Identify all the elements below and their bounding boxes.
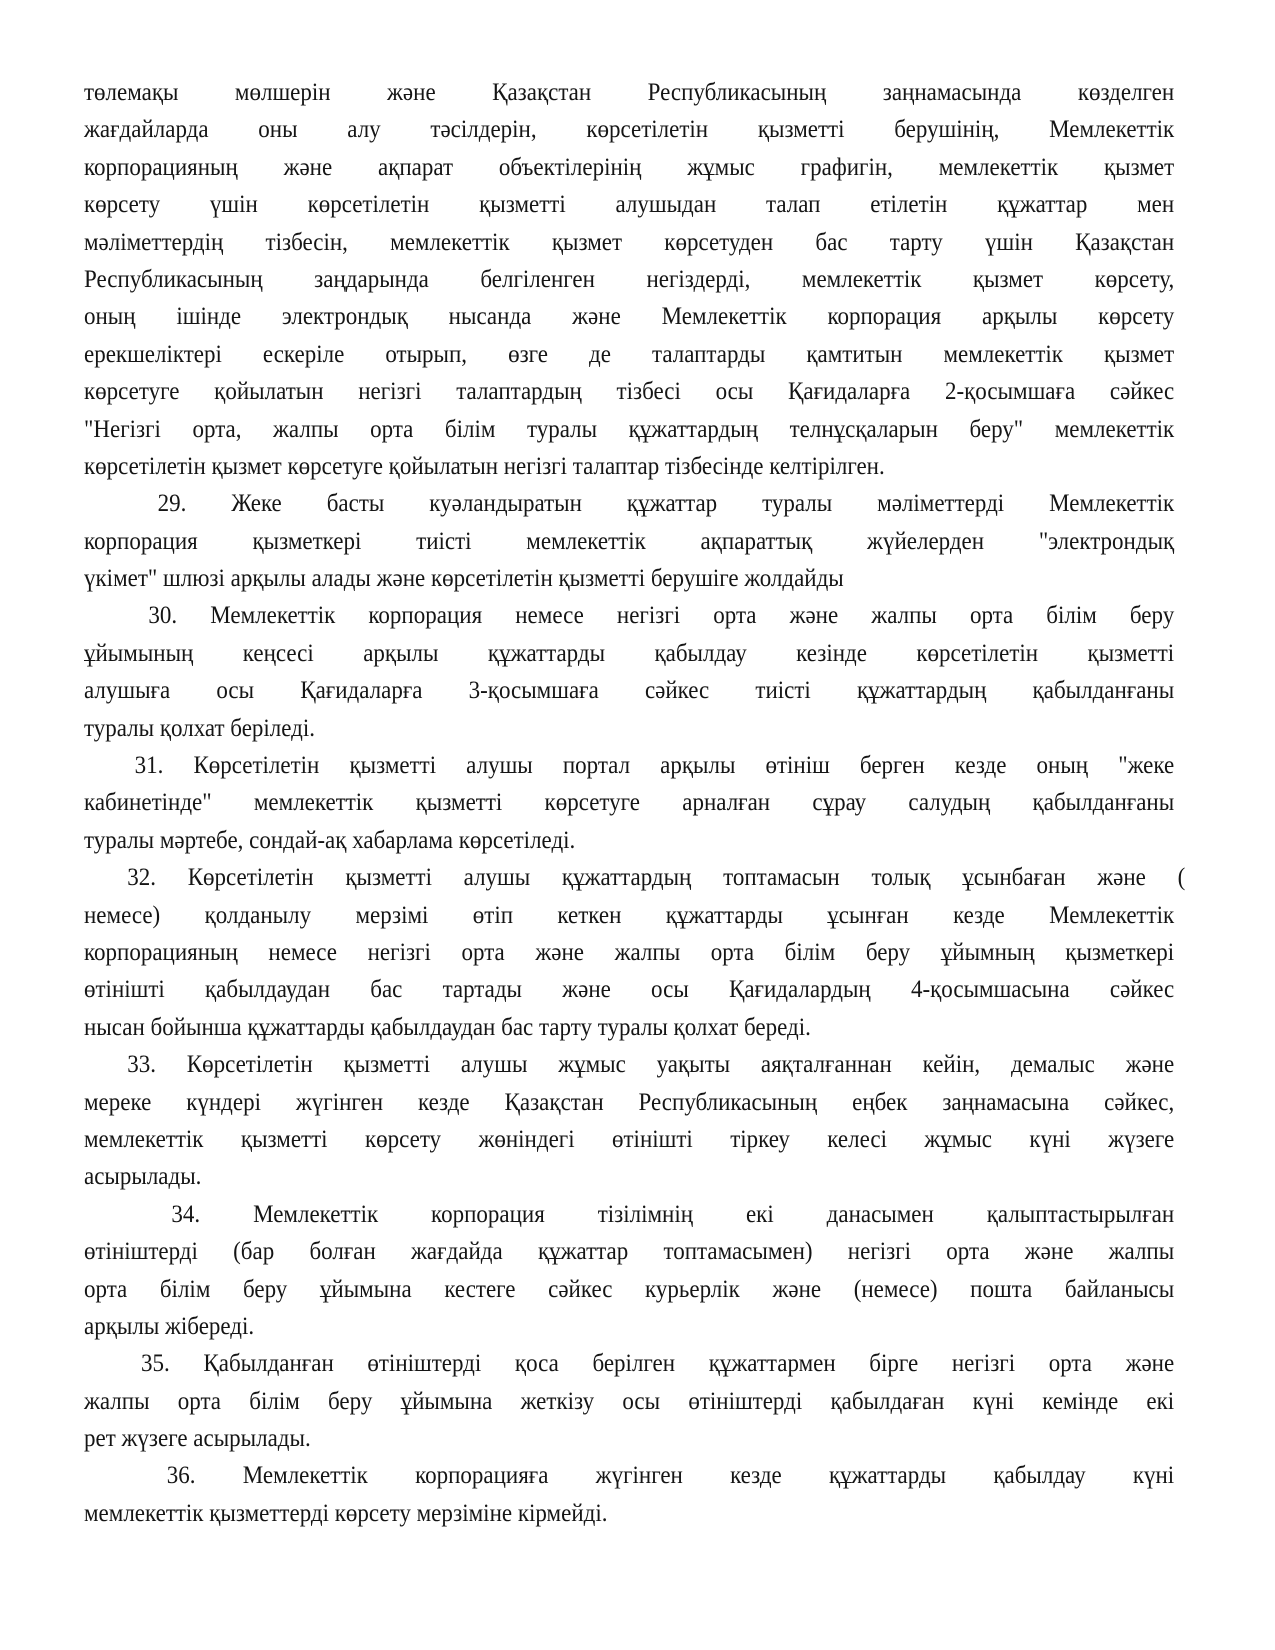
text-line: көрсету үшін көрсетілетін қызметті алушыдан талап етілетін құжаттар мен xyxy=(84,191,1175,219)
text-line: орта білім беру ұйымына кестеге сәйкес курьерлік және (немесе) пошта байланысы xyxy=(84,1275,1175,1303)
text-line: 36. Мемлекеттік корпорацияға жүгінген кезде құжаттарды қабылдау күні xyxy=(166,1462,1175,1490)
text-line: асырылады. xyxy=(84,1163,202,1191)
document-page xyxy=(84,74,1186,1532)
text-line: 35. Қабылданған өтініштерді қоса берілген құжаттармен бірге негізгі орта және xyxy=(141,1350,1175,1378)
text-line: мемлекеттік қызметтерді көрсету мерзіміне кірмейді. xyxy=(84,1499,608,1527)
text-line: 29. Жеке басты куәландыратын құжаттар туралы мәліметтерді Мемлекеттік xyxy=(157,490,1175,518)
text-line: 32. Көрсетілетін қызметті алушы құжаттардың топтамасын толық ұсынбаған және ( xyxy=(127,864,1186,892)
text-line: 34. Мемлекеттік корпорация тізілімнің екі данасымен қалыптастырылған xyxy=(171,1200,1175,1228)
text-line: оның ішінде электрондық нысанда және Мемлекеттік корпорация арқылы көрсету xyxy=(84,303,1175,331)
text-line: нысан бойынша құжаттарды қабылдаудан бас тарту туралы қолхат береді. xyxy=(84,1013,811,1041)
text-line: Республикасының заңдарында белгіленген негіздерді, мемлекеттік қызмет көрсету, xyxy=(84,265,1175,293)
text-line: мәліметтердің тізбесін, мемлекеттік қызмет көрсетуден бас тарту үшін Қазақстан xyxy=(84,228,1175,256)
text-line: үкімет" шлюзі арқылы алады және көрсетілетін қызметті берушіге жолдайды xyxy=(84,565,844,593)
text-line: ерекшеліктері ескеріле отырып, өзге де талаптарды қамтитын мемлекеттік қызмет xyxy=(84,340,1175,368)
text-line: жалпы орта білім беру ұйымына жеткізу осы өтініштерді қабылдаған күні кемінде екі xyxy=(84,1387,1175,1415)
text-line: ұйымының кеңсесі арқылы құжаттарды қабылдау кезінде көрсетілетін қызметті xyxy=(84,639,1175,667)
paragraph-29 xyxy=(84,485,1174,597)
text-line: рет жүзеге асырылады. xyxy=(84,1425,311,1453)
text-line: 31. Көрсетілетін қызметті алушы портал арқылы өтініш берген кезде оның "жеке xyxy=(134,752,1175,780)
paragraph-30 xyxy=(84,597,1174,747)
text-line: туралы қолхат беріледі. xyxy=(84,714,316,742)
paragraph-34 xyxy=(84,1196,1174,1346)
paragraph-36 xyxy=(84,1457,1174,1532)
text-line: корпорация қызметкері тиісті мемлекеттік ақпараттық жүйелерден "электрондық xyxy=(84,527,1175,555)
text-line: кабинетінде" мемлекеттік қызметті көрсетуге арналған сұрау салудың қабылданғаны xyxy=(84,789,1175,817)
paragraph-31 xyxy=(84,747,1174,859)
text-line: өтінішті қабылдаудан бас тартады және осы Қағидалардың 4-қосымшасына сәйкес xyxy=(84,976,1175,1004)
paragraph-33 xyxy=(84,1046,1174,1196)
text-line: туралы мәртебе, сондай-ақ хабарлама көрсетіледі. xyxy=(84,826,576,854)
text-line: корпорацияның немесе негізгі орта және жалпы орта білім беру ұйымның қызметкері xyxy=(84,938,1175,966)
text-line: төлемақы мөлшерін және Қазақстан Республикасының заңнамасында көзделген xyxy=(84,79,1175,106)
text-line: корпорацияның және ақпарат объектілерінің жұмыс графигін, мемлекеттік қызмет xyxy=(84,153,1175,181)
text-line: көрсетілетін қызмет көрсетуге қойылатын негізгі талаптар тізбесінде келтірілген. xyxy=(84,452,885,480)
text-line: "Негізгі орта, жалпы орта білім туралы құжаттардың телнұсқаларын беру" мемлекеттік xyxy=(84,415,1175,443)
text-line: мемлекеттік қызметті көрсету жөніндегі өтінішті тіркеу келесі жұмыс күні жүзеге xyxy=(84,1125,1175,1153)
text-line: мереке күндері жүгінген кезде Қазақстан Республикасының еңбек заңнамасына сәйкес, xyxy=(84,1088,1175,1116)
text-line: жағдайларда оны алу тәсілдерін, көрсетілетін қызметті берушінің, Мемлекеттік xyxy=(84,116,1175,144)
text-line: өтініштерді (бар болған жағдайда құжаттар топтамасымен) негізгі орта және жалпы xyxy=(84,1238,1175,1266)
paragraph-32 xyxy=(84,859,1186,1046)
text-line: немесе) қолданылу мерзімі өтіп кеткен құжаттарды ұсынған кезде Мемлекеттік xyxy=(84,901,1175,929)
text-line: 30. Мемлекеттік корпорация немесе негізгі орта және жалпы орта білім беру xyxy=(148,602,1175,630)
paragraph-35 xyxy=(84,1345,1174,1457)
text-line: арқылы жібереді. xyxy=(84,1312,255,1340)
paragraph-continuation xyxy=(84,74,1174,485)
text-line: 33. Көрсетілетін қызметті алушы жұмыс уақыты аяқталғаннан кейін, демалыс және xyxy=(127,1051,1175,1079)
text-line: алушыға осы Қағидаларға 3-қосымшаға сәйкес тиісті құжаттардың қабылданғаны xyxy=(84,677,1175,705)
text-line: көрсетуге қойылатын негізгі талаптардың тізбесі осы Қағидаларға 2-қосымшаға сәйкес xyxy=(84,378,1175,406)
